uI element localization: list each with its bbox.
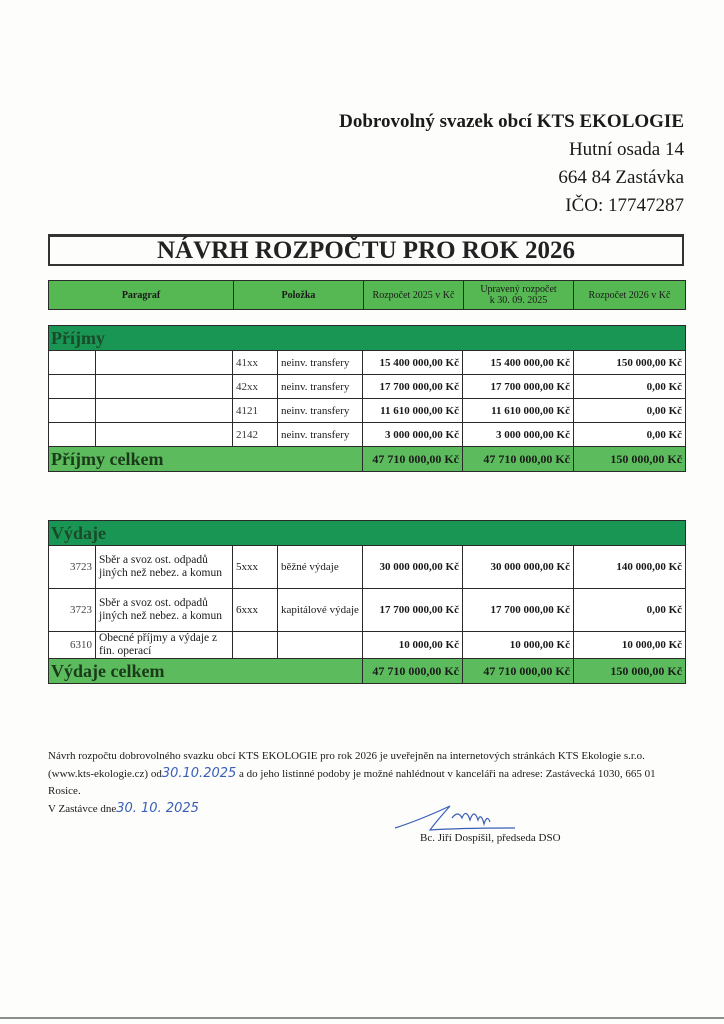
cell-r2025: 30 000 000,00 Kč [363, 546, 463, 589]
cell-r2025: 10 000,00 Kč [363, 632, 463, 659]
cell-r2025: 17 700 000,00 Kč [363, 589, 463, 632]
cell-polozka-desc: neinv. transfery [278, 399, 363, 423]
cell-upraveny: 17 700 000,00 Kč [463, 589, 574, 632]
cell-upraveny: 15 400 000,00 Kč [463, 351, 574, 375]
cell-r2026: 0,00 Kč [574, 399, 686, 423]
total-r2026: 150 000,00 Kč [574, 447, 686, 472]
address-city: 664 84 Zastávka [558, 167, 684, 188]
cell-paragraf-desc: Sběr a svoz ost. odpadů jiných než nebez. a komun [96, 589, 233, 632]
organization-name: Dobrovolný svazek obcí KTS EKOLOGIE [339, 111, 684, 132]
letterhead [339, 108, 684, 220]
column-header-table [48, 280, 686, 310]
signer-name: Bc. Jiří Dospíšil, předseda DSO [420, 832, 561, 844]
cell-paragraf [49, 399, 96, 423]
section-prijmy: Příjmy [49, 326, 686, 351]
prijmy-table [48, 325, 686, 472]
cell-paragraf [49, 351, 96, 375]
cell-polozka-desc: neinv. transfery [278, 375, 363, 399]
cell-paragraf-desc: Sběr a svoz ost. odpadů jiných než nebez. a komun [96, 546, 233, 589]
cell-polozka: 6xxx [233, 589, 278, 632]
cell-polozka-desc: běžné výdaje [278, 546, 363, 589]
cell-upraveny: 30 000 000,00 Kč [463, 546, 574, 589]
cell-r2026: 10 000,00 Kč [574, 632, 686, 659]
cell-polozka: 41xx [233, 351, 278, 375]
table-row [49, 632, 686, 659]
col-rozpocet-2025: Rozpočet 2025 v Kč [364, 281, 464, 310]
col-upraveny: Upravený rozpočet k 30. 09. 2025 [464, 281, 574, 310]
table-row [49, 375, 686, 399]
page-bottom-rule [0, 1017, 724, 1019]
cell-polozka: 2142 [233, 423, 278, 447]
total-r2025: 47 710 000,00 Kč [363, 447, 463, 472]
total-upraveny: 47 710 000,00 Kč [463, 659, 574, 684]
vydaje-total-row [49, 659, 686, 684]
cell-paragraf [49, 423, 96, 447]
vydaje-total-label: Výdaje celkem [49, 659, 363, 684]
table-row [49, 589, 686, 632]
publication-notice [48, 748, 688, 800]
cell-polozka: 5xxx [233, 546, 278, 589]
cell-upraveny: 17 700 000,00 Kč [463, 375, 574, 399]
cell-r2025: 15 400 000,00 Kč [363, 351, 463, 375]
cell-paragraf-desc [96, 351, 233, 375]
table-row [49, 423, 686, 447]
table-row [49, 399, 686, 423]
address-street: Hutní osada 14 [568, 139, 684, 160]
total-upraveny: 47 710 000,00 Kč [463, 447, 574, 472]
cell-paragraf-desc [96, 375, 233, 399]
cell-r2025: 11 610 000,00 Kč [363, 399, 463, 423]
total-r2026: 150 000,00 Kč [574, 659, 686, 684]
cell-paragraf-desc [96, 423, 233, 447]
cell-upraveny: 3 000 000,00 Kč [463, 423, 574, 447]
handwritten-publish-date: 30.10.2025 [161, 766, 237, 781]
cell-r2026: 0,00 Kč [574, 423, 686, 447]
cell-upraveny: 10 000,00 Kč [463, 632, 574, 659]
cell-polozka-desc: kapitálové výdaje [278, 589, 363, 632]
col-paragraf: Paragraf [49, 281, 234, 310]
table-row [49, 351, 686, 375]
prijmy-total-label: Příjmy celkem [49, 447, 363, 472]
cell-r2025: 3 000 000,00 Kč [363, 423, 463, 447]
cell-paragraf: 3723 [49, 546, 96, 589]
cell-paragraf [49, 375, 96, 399]
vydaje-table [48, 520, 686, 684]
document-title: NÁVRH ROZPOČTU PRO ROK 2026 [48, 234, 684, 266]
cell-paragraf-desc: Obecné příjmy a výdaje z fin. operací [96, 632, 233, 659]
cell-r2026: 150 000,00 Kč [574, 351, 686, 375]
cell-r2026: 0,00 Kč [574, 589, 686, 632]
cell-paragraf-desc [96, 399, 233, 423]
cell-polozka: 4121 [233, 399, 278, 423]
notice-line1: Návrh rozpočtu dobrovolného svazku obcí KTS EKOLOGIE pro rok 2026 je uveřejněn na internetových stránkách KTS Ekologie s.r.o. [48, 750, 645, 762]
cell-polozka: 42xx [233, 375, 278, 399]
cell-paragraf: 3723 [49, 589, 96, 632]
signing-date-line: V Zastávce dne30. 10. 2025 [48, 801, 199, 816]
cell-r2026: 0,00 Kč [574, 375, 686, 399]
col-polozka: Položka [234, 281, 364, 310]
cell-polozka-desc [278, 632, 363, 659]
handwritten-signing-date: 30. 10. 2025 [116, 801, 199, 816]
col-rozpocet-2026: Rozpočet 2026 v Kč [574, 281, 686, 310]
cell-upraveny: 11 610 000,00 Kč [463, 399, 574, 423]
cell-r2026: 140 000,00 Kč [574, 546, 686, 589]
cell-r2025: 17 700 000,00 Kč [363, 375, 463, 399]
cell-polozka-desc: neinv. transfery [278, 423, 363, 447]
ico-number: IČO: 17747287 [565, 195, 684, 216]
cell-polozka [233, 632, 278, 659]
notice-line2: (www.kts-ekologie.cz) od30.10.2025 a do jeho listinné podoby je možné nahlédnout v kanceláři na adrese: Zastávecká 1030, 665 01 Rosice. [48, 766, 656, 797]
section-vydaje: Výdaje [49, 521, 686, 546]
prijmy-total-row [49, 447, 686, 472]
cell-polozka-desc: neinv. transfery [278, 351, 363, 375]
cell-paragraf: 6310 [49, 632, 96, 659]
total-r2025: 47 710 000,00 Kč [363, 659, 463, 684]
table-row [49, 546, 686, 589]
